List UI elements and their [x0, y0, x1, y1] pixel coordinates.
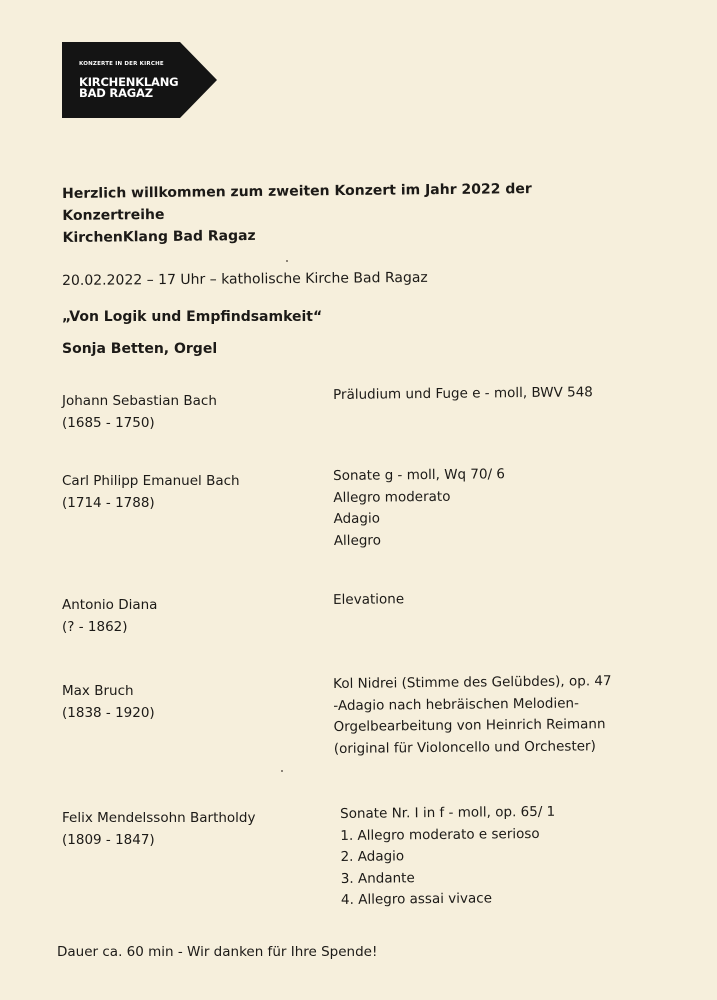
composer-entry — [62, 807, 255, 851]
composer-entry — [62, 390, 217, 434]
duration-donation-note: Dauer ca. 60 min - Wir danken für Ihre Spende! — [57, 944, 378, 960]
work-movement: 3. Andante — [340, 869, 415, 887]
welcome-text — [62, 177, 623, 249]
composer-entry — [62, 594, 157, 638]
logo-line-2: BAD RAGAZ — [79, 86, 153, 100]
work-list — [333, 671, 612, 760]
logo-line-1: KIRCHENKLANG — [79, 75, 179, 89]
work-list — [333, 382, 593, 406]
composer-name: Carl Philipp Emanuel Bach — [62, 473, 240, 489]
composer-dates: (1838 - 1920) — [62, 705, 155, 721]
work-note: Orgelbearbeitung von Heinrich Reimann — [333, 716, 606, 735]
work-title: Elevatione — [333, 591, 405, 608]
work-movement: Adagio — [333, 510, 381, 527]
work-title: Sonate g - moll, Wq 70/ 6 — [333, 466, 506, 484]
composer-name: Johann Sebastian Bach — [62, 393, 217, 409]
event-date-location: 20.02.2022 – 17 Uhr – katholische Kirche Bad Ragaz — [62, 269, 428, 289]
work-title: Präludium und Fuge e - moll, BWV 548 — [333, 384, 593, 403]
work-movement: Allegro moderato — [333, 488, 451, 506]
work-note: (original für Violoncello und Orchester) — [333, 737, 596, 757]
paper-speck — [281, 770, 283, 772]
work-title: Kol Nidrei (Stimme des Gelübdes), op. 47 — [333, 673, 612, 692]
concert-title: „Von Logik und Empfindsamkeit“ — [62, 309, 323, 325]
work-movement: 2. Adagio — [340, 848, 405, 865]
composer-entry — [62, 470, 240, 514]
composer-dates: (1809 - 1847) — [62, 832, 155, 848]
composer-name: Felix Mendelssohn Bartholdy — [62, 810, 256, 826]
welcome-line-1: Herzlich willkommen zum zweiten Konzert im Jahr 2022 der Konzertreihe — [62, 181, 532, 224]
composer-dates: (1714 - 1788) — [62, 495, 155, 511]
logo-subtitle: KONZERTE IN DER KIRCHE — [79, 61, 164, 67]
work-movement: Allegro — [333, 532, 381, 549]
work-list — [333, 464, 506, 552]
work-list — [340, 802, 556, 912]
work-title: Sonate Nr. I in f - moll, op. 65/ 1 — [340, 803, 556, 822]
composer-dates: (? - 1862) — [62, 619, 128, 635]
composer-dates: (1685 - 1750) — [62, 415, 155, 431]
composer-name: Antonio Diana — [62, 597, 158, 613]
composer-entry — [62, 680, 155, 724]
composer-name: Max Bruch — [62, 683, 134, 699]
paper-speck — [286, 260, 288, 262]
work-movement: 1. Allegro moderato e serioso — [340, 825, 540, 844]
kirchenklang-logo — [62, 42, 217, 118]
work-movement: 4. Allegro assai vivace — [340, 890, 493, 908]
work-list — [333, 589, 404, 611]
work-subtitle: -Adagio nach hebräischen Melodien- — [333, 694, 579, 714]
performer: Sonja Betten, Orgel — [62, 341, 218, 357]
welcome-line-2: KirchenKlang Bad Ragaz — [62, 227, 256, 246]
